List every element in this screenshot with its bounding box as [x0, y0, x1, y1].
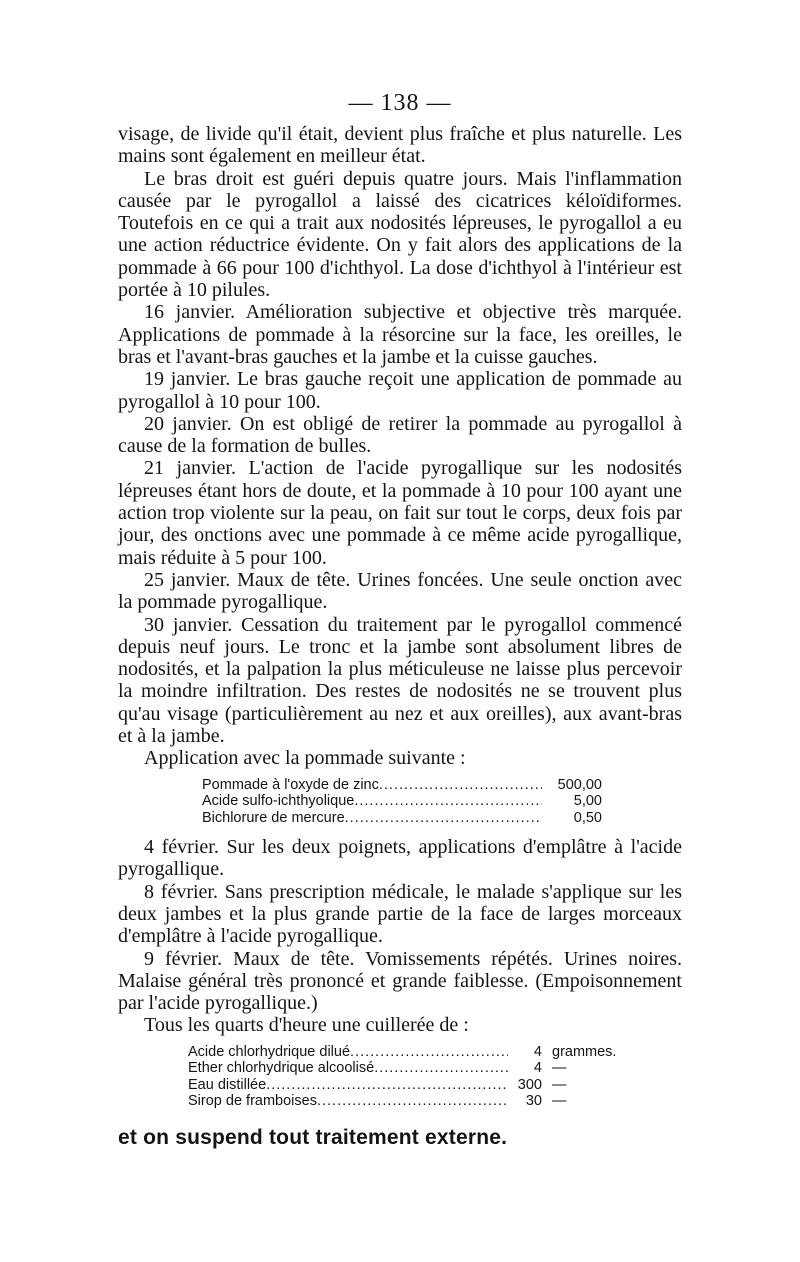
recipe-pommade: [202, 777, 602, 827]
ingredient-unit: grammes.: [552, 1043, 617, 1060]
recipe-row: [188, 1044, 642, 1061]
ingredient-quantity: 0,50: [573, 809, 602, 826]
paragraph-16-janvier: 16 janvier. Amélioration subjective et objective très marquée. Applications de pommade à la résorcine sur la face, les oreilles, le bras et l'avant-bras gauches et la jambe et la cuisse gauches.: [118, 301, 682, 368]
dot-leader: [354, 793, 542, 810]
paragraph-8-fevrier: 8 février. Sans prescription médicale, le malade s'applique sur les deux jambes et la plus grande partie de la face de larges morceaux d'emplâtre à l'acide pyrogallique.: [118, 880, 682, 948]
dot-leader: [350, 1044, 508, 1061]
ingredient-name: Sirop de framboises: [188, 1093, 317, 1110]
paragraph-tous-les-quarts: Tous les quarts d'heure une cuillerée de :: [144, 1014, 469, 1037]
ingredient-name: Eau distillée: [188, 1076, 267, 1093]
dot-leader: [317, 1093, 508, 1110]
ingredient-name: Bichlorure de mercure: [202, 809, 345, 826]
paragraph-application: Application avec la pommade suivante :: [144, 747, 466, 770]
ingredient-quantity: 4: [533, 1060, 542, 1077]
recipe-potion: [188, 1044, 642, 1110]
paragraph-30-janvier: 30 janvier. Cessation du traitement par le pyrogallol commencé depuis neuf jours. Le tronc et la jambe sont absolument libres de nodosités, et la palpation la plus méticuleuse ne laisse plus percevoir la moindre infiltration. Des restes de nodosités ne se trouvent plus qu'au visage (particulièrement au nez et aux oreilles), aux avant-bras et à la jambe.: [118, 613, 682, 748]
ingredient-unit: —: [552, 1076, 567, 1093]
paragraph-20-janvier: 20 janvier. On est obligé de retirer la pommade au pyrogallol à cause de la formation de bulles.: [118, 412, 682, 458]
ingredient-unit: —: [552, 1060, 567, 1077]
ingredient-quantity: 30: [525, 1093, 542, 1110]
paragraph-4-fevrier: 4 février. Sur les deux poignets, applications d'emplâtre à l'acide pyrogallique.: [118, 836, 682, 881]
ingredient-quantity: 4: [533, 1043, 542, 1060]
paragraph-continuation: visage, de livide qu'il était, devient plus fraîche et plus naturelle. Les mains sont également en meilleur état.: [118, 123, 682, 168]
ingredient-unit: —: [552, 1093, 567, 1110]
ingredient-name: Pommade à l'oxyde de zinc: [202, 776, 379, 793]
recipe-row: [202, 777, 602, 794]
recipe-row: [188, 1077, 642, 1094]
paragraph: Le bras droit est guéri depuis quatre jours. Mais l'inflammation causée par le pyrogallol a laissé des cicatrices kéloïdiformes. Toutefois en ce qui a trait aux nodosités lépreuses, le pyrogallol a eu une action réductrice évidente. On y fait alors des applications de la pommade à 66 pour 100 d'ichthyol. La dose d'ichthyol à l'intérieur est portée à 10 pilules.: [118, 167, 682, 302]
ingredient-name: Acide chlorhydrique dilué: [188, 1043, 351, 1060]
ingredient-quantity: 500,00: [557, 776, 602, 793]
dot-leader: [266, 1077, 508, 1094]
ingredient-quantity: 5,00: [573, 793, 602, 810]
recipe-row: [202, 810, 602, 827]
paragraph-25-janvier: 25 janvier. Maux de tête. Urines foncées. Une seule onction avec la pommade pyrogallique.: [118, 568, 682, 614]
recipe-row: [202, 793, 602, 810]
recipe-row: [188, 1060, 642, 1077]
closing-line: et on suspend tout traitement externe.: [118, 1125, 508, 1149]
paragraph-19-janvier: 19 janvier. Le bras gauche reçoit une application de pommade au pyrogallol à 10 pour 100.: [118, 368, 682, 413]
ingredient-quantity: 300: [517, 1076, 542, 1093]
paragraph-21-janvier: 21 janvier. L'action de l'acide pyrogallique sur les nodosités lépreuses étant hors de doute, et la pommade à 10 pour 100 ayant une action trop violente sur la peau, on fait sur tout le corps, deux fois par jour, des onctions avec une pommade à ce même acide pyrogallique, mais réduite à 5 pour 100.: [118, 457, 682, 569]
recipe-row: [188, 1093, 642, 1110]
page-body: [118, 123, 682, 1150]
paragraph-9-fevrier: 9 février. Maux de tête. Vomissements répétés. Urines noires. Malaise général très prononcé et grande faiblesse. (Empoisonnement par l'acide pyrogallique.): [118, 947, 682, 1015]
page-number: — 138 —: [348, 90, 452, 116]
dot-leader: [374, 1060, 508, 1077]
ingredient-name: Acide sulfo-ichthyolique: [202, 793, 355, 810]
dot-leader: [345, 810, 542, 827]
ingredient-name: Ether chlorhydrique alcoolisé: [188, 1060, 375, 1077]
dot-leader: [379, 777, 542, 794]
